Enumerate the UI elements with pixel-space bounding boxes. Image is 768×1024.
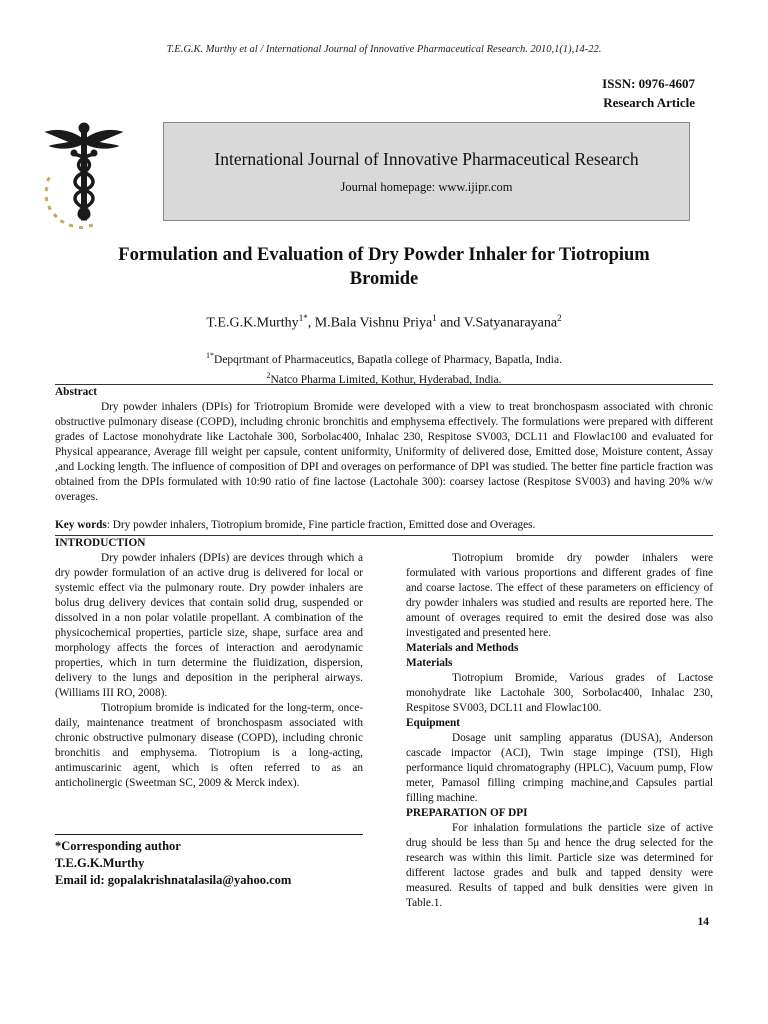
corresponding-heading: *Corresponding author (55, 839, 181, 853)
journal-banner (163, 122, 690, 221)
right-column (406, 551, 713, 911)
author-name: T.E.G.K.Murthy (206, 315, 299, 331)
affiliation-sup: 2 (266, 370, 271, 380)
abstract-text: Dry powder inhalers (DPIs) for Triotropium Bromide were developed with a view to treat bronchospasm associated with chronic obstructive pulmonary disease (COPD), including chronic bronchitis and emphysema effectively. The formulations were prepared with different grades of Lactose monohydrate like Lactohale 300, Sorbolac400, Inhalac 230, Respitose SV003, DCL11 and Flowlac100 and evaluated for Physical appearance, Average fill weight per capsule, content uniformity, Uniformity of delivered dose, Emitted dose, Moisture content, Assay ,and Locking length. The influence of composition of DPI and overages on performance of DPI was studied. The better fine particle fraction was obtained from the DPIs formulated with 10:90 ratio of fine lactose (Lactohale 300): coarsey lactose (Respitose SV003) and having 20% w/w overages. (55, 401, 713, 503)
keywords-text: : Dry powder inhalers, Tiotropium bromide, Fine particle fraction, Emitted dose and Overages. (106, 519, 536, 531)
equipment-heading: Equipment (406, 717, 460, 729)
caduceus-logo-icon (38, 118, 130, 230)
left-column (55, 536, 363, 791)
affiliation-text: Depqrtmant of Pharmaceutics, Bapatla college of Pharmacy, Bapatla, India. (214, 353, 562, 366)
affiliation-text: Natco Pharma Limited, Kothur, Hyderabad, India. (270, 373, 502, 386)
materials-text: Tiotropium Bromide, Various grades of Lactose monohydrate like Lactohale 300, Sorbolac400, Inhalac 230, Respitose SV003, DCL11 and Flowlac100. (406, 672, 713, 714)
journal-name: International Journal of Innovative Pharmaceutical Research (214, 149, 639, 169)
materials-methods-heading: Materials and Methods (406, 642, 519, 654)
affiliation (0, 348, 768, 368)
abstract (55, 385, 713, 505)
corresponding-author (55, 838, 363, 889)
corresponding-name: T.E.G.K.Murthy (55, 856, 145, 870)
title-line-2: Bromide (349, 269, 419, 289)
corresponding-email: Email id: gopalakrishnatalasila@yahoo.com (55, 873, 292, 887)
issn: ISSN: 0976-4607 (602, 76, 695, 91)
journal-homepage: Journal homepage: www.ijipr.com (340, 180, 513, 194)
keywords-label: Key words (55, 519, 107, 531)
preparation-text: For inhalation formulations the particle size of active drug should be less than 5μ and hence the drug selected for the research was within this limit. Particle size was determined for different lactose grades and bulk and tapped density were measured. Results of tapped and bulk densities were given in Table.1. (406, 822, 713, 909)
author-name: M.Bala Vishnu Priya (314, 315, 433, 331)
author-separator: , (307, 315, 315, 331)
authors (0, 313, 768, 332)
page-number: 14 (697, 916, 709, 928)
right-paragraph-1: Tiotropium bromide dry powder inhalers were formulated with various proportions and different grades of fine and coarse lactose. The effect of these parameters on efficiency of dry powder inhalers was studied and results are reported here. The amount of overages required to emit the desired dose was also investigated and presented here. (406, 552, 713, 639)
materials-heading: Materials (406, 657, 453, 669)
introduction-heading: INTRODUCTION (55, 537, 146, 549)
author-sup: 1 (432, 313, 437, 323)
affiliations (0, 348, 768, 388)
running-head: T.E.G.K. Murthy et al / International Journal of Innovative Pharmaceutical Research. 2010,1(1),14-22. (166, 44, 602, 55)
preparation-heading: PREPARATION OF DPI (406, 807, 528, 819)
author-sup: 1* (298, 313, 308, 323)
title-line-1: Formulation and Evaluation of Dry Powder Inhaler for Tiotropium (118, 245, 650, 265)
author-sup: 2 (557, 313, 562, 323)
article-type: Research Article (603, 95, 695, 110)
author-name: V.Satyanarayana (463, 315, 558, 331)
intro-paragraph-2: Tiotropium bromide is indicated for the long-term, once-daily, maintenance treatment of bronchospasm associated with chronic obstructive pulmonary disease (COPD), including chronic bronchitis and emphysema. Tiotropium is a long-acting, antimuscarinic agent, which is often referred to as an anticholinergic (Sweetman SC, 2009 & Merck index). (55, 702, 363, 789)
keywords (55, 519, 713, 531)
equipment-text: Dosage unit sampling apparatus (DUSA), Anderson cascade impactor (ACI), Twin stage impinge (TSI), High performance liquid chromatography (HPLC), Vacuum pump, Flow meter, Pamasol filling crimping machine,and Capsules partial filling machine. (406, 732, 713, 804)
affiliation-sup: 1* (206, 351, 215, 360)
intro-paragraph-1: Dry powder inhalers (DPIs) are devices through which a dry powder formulation of an active drug is delivered for local or systemic effect via the pulmonary route. Dry powder inhalers are bolus drug delivery devices that contain solid drug, suspended or dissolved in a non polar volatile propellant. A combination of the physicochemical properties, particle size, shape, surface area and morphology affects the forces of interaction and aerodynamic properties, which in turn determine the fluidization, dispersion, delivery to the lungs and deposition in the peripheral airways. (Williams III RO, 2008). (55, 552, 363, 699)
corresponding-rule (55, 834, 363, 835)
article-title (70, 243, 698, 291)
abstract-heading: Abstract (55, 386, 98, 398)
author-separator: and (436, 315, 464, 331)
